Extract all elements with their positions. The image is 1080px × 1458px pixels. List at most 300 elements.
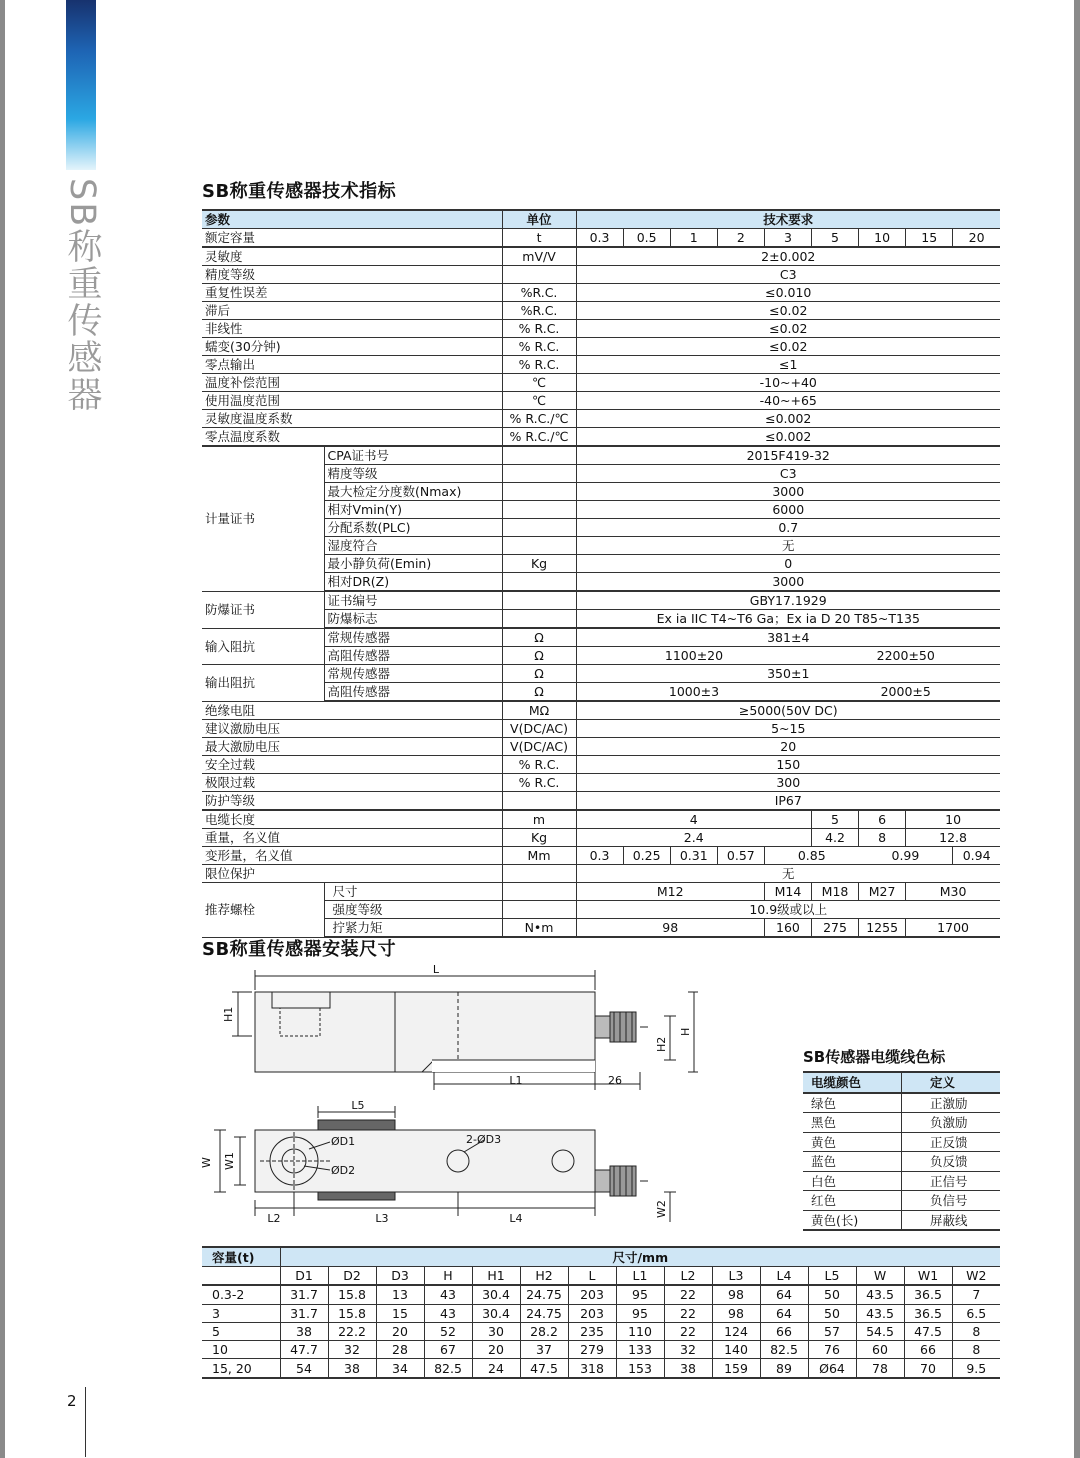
cable-gland-top [595,1170,610,1192]
capacity-value: 2 [717,229,764,248]
value-cell: -10~+40 [576,374,1000,392]
dim-value: 43.5 [856,1304,904,1322]
dim-value: 36.5 [904,1285,952,1304]
dim-value: 50 [808,1285,856,1304]
value-cell: 0.7 [576,519,1000,537]
param-label: 重复性误差 [202,284,502,302]
value-cell: M12 [576,883,764,901]
dim-value: 22 [664,1304,712,1322]
header-unit: 单位 [502,210,576,229]
dim-value: 8 [952,1322,1000,1340]
dim-value: 37 [520,1341,568,1359]
header-param: 参数 [202,210,502,229]
unit-cell: ℃ [502,374,576,392]
sub-label: 精度等级 [324,465,502,483]
dim-value: 32 [328,1341,376,1359]
unit-cell: % R.C. [502,320,576,338]
side-title: SB称重传感器 [62,178,102,414]
unit-cell: %R.C. [502,284,576,302]
capacity-value: 3 [764,229,811,248]
dim-value: 8 [952,1341,1000,1359]
param-label: 最大激励电压 [202,738,502,756]
param-label: 重量，名义值 [202,829,502,847]
frame-left [0,0,5,1458]
value-cell: M30 [906,883,1000,901]
sub-label: 拧紧力矩 [324,919,502,938]
value-cell: 160 [764,919,811,938]
bolt-plate-top [318,1120,395,1130]
dim-value: 28.2 [520,1322,568,1340]
unit-cell: Ω [502,647,576,665]
wire-color-table [803,1071,1000,1231]
param-label: 非线性 [202,320,502,338]
wire-row [803,1171,1000,1191]
dim-value: 7 [952,1285,1000,1304]
dim-column-header: D1 [280,1267,328,1286]
value-cell: Ex ia IIC T4~T6 Ga；Ex ia D 20 T85~T135 [576,610,1000,629]
value-cell: 2200±50 [811,647,1000,665]
label-h: H [679,1027,692,1036]
unit-cell [502,901,576,919]
dim-value: 13 [376,1285,424,1304]
param-label: 零点输出 [202,356,502,374]
value-cell: 0.85 [764,847,858,865]
page-rule [85,1387,86,1457]
value-cell: 0.57 [717,847,764,865]
spec-row [202,320,1000,338]
spec-row [202,247,1000,266]
value-cell: 1255 [859,919,906,938]
spec-row-cable [202,810,1000,829]
value-cell: 0.3 [576,847,623,865]
wire-header-color: 电缆颜色 [803,1072,902,1093]
label-l4: L4 [509,1212,523,1225]
dim-value: 203 [568,1285,616,1304]
group-label: 输入阻抗 [202,628,324,665]
dim-value: 76 [808,1341,856,1359]
dim-value: 30.4 [472,1285,520,1304]
spec-row-metro [202,446,1000,465]
spec-row [202,738,1000,756]
value-cell: ≤0.002 [576,428,1000,447]
dim-row [202,1322,1000,1340]
value-cell: ≥5000(50V DC) [576,701,1000,720]
unit-cell: Kg [502,555,576,573]
unit-cell: % R.C. [502,356,576,374]
sub-label: 强度等级 [324,901,502,919]
header-requirement: 技术要求 [576,210,1000,229]
unit-cell: Mm [502,847,576,865]
dim-value: 22 [664,1322,712,1340]
dim-value: 235 [568,1322,616,1340]
value-cell: 12.8 [906,829,1000,847]
unit-cell: Ω [502,628,576,647]
value-cell: ≤0.02 [576,338,1000,356]
unit-cell [502,591,576,610]
dimension-table [202,1246,1000,1379]
unit-cell: % R.C. [502,774,576,792]
capacity-value: 20 [953,229,1000,248]
wire-color: 黑色 [803,1113,902,1133]
dim-capacity: 15, 20 [202,1359,280,1378]
value-cell: ≤0.002 [576,410,1000,428]
sub-label: 常规传感器 [324,628,502,647]
param-label: 滞后 [202,302,502,320]
param-label: 变形量，名义值 [202,847,502,865]
spec-row-capacity [202,229,1000,248]
spec-header-row [202,210,1000,229]
dim-column-header: L3 [712,1267,760,1286]
param-label: 温度补偿范围 [202,374,502,392]
wire-row [803,1113,1000,1133]
dim-column-header: D2 [328,1267,376,1286]
dim-corner [202,1267,280,1286]
wire-row [803,1132,1000,1152]
unit-cell: Ω [502,665,576,683]
wire-color: 黄色(长) [803,1210,902,1230]
wire-definition: 负信号 [902,1191,1001,1211]
bolt-plate-bottom [318,1192,395,1200]
group-label: 防爆证书 [202,591,324,628]
group-label: 推荐螺栓 [202,883,324,938]
unit-cell [502,865,576,883]
unit-cell: Kg [502,829,576,847]
param-label: 极限过载 [202,774,502,792]
wire-color: 绿色 [803,1093,902,1113]
unit-cell: ℃ [502,392,576,410]
label-d3: 2-ØD3 [466,1133,502,1146]
param-label: 蠕变(30分钟) [202,338,502,356]
param-label: 灵敏度 [202,247,502,266]
unit-cell: m [502,810,576,829]
dim-value: 43 [424,1304,472,1322]
dim-capacity: 5 [202,1322,280,1340]
label-w2: W2 [655,1200,668,1218]
label-d2: ØD2 [331,1164,356,1177]
param-label: 使用温度范围 [202,392,502,410]
dim-value: 6.5 [952,1304,1000,1322]
spec-row [202,720,1000,738]
param-label: 限位保护 [202,865,502,883]
capacity-value: 0.3 [576,229,623,248]
value-cell: GBY17.1929 [576,591,1000,610]
value-cell: ≤1 [576,356,1000,374]
dim-value: 47.7 [280,1341,328,1359]
sub-label: 湿度符合 [324,537,502,555]
value-cell: M18 [811,883,858,901]
dim-value: 95 [616,1285,664,1304]
dim-row [202,1285,1000,1304]
dim-value: 47.5 [520,1359,568,1378]
dim-value: 43.5 [856,1285,904,1304]
wire-header-def: 定义 [902,1072,1001,1093]
dim-value: 20 [376,1322,424,1340]
group-label: 计量证书 [202,446,324,591]
value-cell: 381±4 [576,628,1000,647]
install-drawing [200,960,700,1232]
dim-value: 318 [568,1359,616,1378]
dim-value: 31.7 [280,1304,328,1322]
sub-label: 高阻传感器 [324,647,502,665]
dim-value: 70 [904,1359,952,1378]
dim-value: 34 [376,1359,424,1378]
value-cell: 20 [576,738,1000,756]
sub-label: CPA证书号 [324,446,502,465]
dim-header-row [202,1247,1000,1267]
dim-value: 31.7 [280,1285,328,1304]
side-color-bar [66,0,96,170]
label-l: L [432,963,440,976]
spec-table [202,209,1000,938]
wire-row [803,1152,1000,1172]
value-cell: 0 [576,555,1000,573]
value-cell: 6000 [576,501,1000,519]
dim-value: 22.2 [328,1322,376,1340]
dim-capacity: 10 [202,1341,280,1359]
dim-value: 50 [808,1304,856,1322]
dim-capacity: 3 [202,1304,280,1322]
label-l1: L1 [509,1074,523,1087]
dim-value: 28 [376,1341,424,1359]
value-cell: 350±1 [576,665,1000,683]
value-cell: 无 [576,865,1000,883]
dim-value: 54 [280,1359,328,1378]
dim-value: 22 [664,1285,712,1304]
spec-row [202,302,1000,320]
unit-cell: % R.C./℃ [502,410,576,428]
dim-value: 159 [712,1359,760,1378]
value-cell: 1700 [906,919,1000,938]
capacity-value: 10 [859,229,906,248]
label-h2: H2 [655,1036,668,1052]
value-cell: 3000 [576,573,1000,592]
param-label: 额定容量 [202,229,502,248]
value-cell: 2±0.002 [576,247,1000,266]
sub-label: 最大检定分度数(Nmax) [324,483,502,501]
dim-value: 15 [376,1304,424,1322]
spec-row [202,266,1000,284]
dim-value: 82.5 [760,1341,808,1359]
unit-cell: % R.C./℃ [502,428,576,447]
value-cell: IP67 [576,792,1000,811]
dim-column-header: H2 [520,1267,568,1286]
spec-row [202,792,1000,811]
dim-value: 82.5 [424,1359,472,1378]
dim-header-size: 尺寸/mm [280,1247,1000,1267]
wire-title: SB传感器电缆线色标 [803,1048,946,1066]
wire-color: 红色 [803,1191,902,1211]
spec-row [202,774,1000,792]
spec-row [202,701,1000,720]
value-cell: ≤0.02 [576,302,1000,320]
dim-column-header: H [424,1267,472,1286]
unit-cell [502,446,576,465]
unit-cell: t [502,229,576,248]
value-cell: 0.31 [670,847,717,865]
value-cell: M27 [859,883,906,901]
wire-color: 蓝色 [803,1152,902,1172]
capacity-value: 5 [811,229,858,248]
dim-column-header: L1 [616,1267,664,1286]
dim-value: 89 [760,1359,808,1378]
spec-row-deform [202,847,1000,865]
dim-value: 64 [760,1285,808,1304]
label-h1: H1 [222,1006,235,1022]
dim-value: 15.8 [328,1304,376,1322]
param-label: 安全过载 [202,756,502,774]
dim-value: 95 [616,1304,664,1322]
dim-value: 66 [904,1341,952,1359]
wire-definition: 负激励 [902,1113,1001,1133]
dim-row [202,1341,1000,1359]
dim-value: 203 [568,1304,616,1322]
unit-cell [502,465,576,483]
dim-value: 24 [472,1359,520,1378]
wire-definition: 正激励 [902,1093,1001,1113]
wire-definition: 屏蔽线 [902,1210,1001,1230]
dim-value: 57 [808,1322,856,1340]
value-cell: 4 [576,810,811,829]
param-label: 防护等级 [202,792,502,811]
param-label: 建议激励电压 [202,720,502,738]
wire-row [803,1191,1000,1211]
dim-value: 15.8 [328,1285,376,1304]
unit-cell: V(DC/AC) [502,738,576,756]
sub-label: 相对DR(Z) [324,573,502,592]
group-label: 输出阻抗 [202,665,324,702]
install-title: SB称重传感器安装尺寸 [202,939,397,960]
dim-row [202,1359,1000,1378]
unit-cell [502,537,576,555]
dim-column-header: D3 [376,1267,424,1286]
value-cell: C3 [576,465,1000,483]
spec-title: SB称重传感器技术指标 [202,181,397,202]
dim-value: 36.5 [904,1304,952,1322]
dim-column-header: L2 [664,1267,712,1286]
dim-value: 60 [856,1341,904,1359]
param-label: 零点温度系数 [202,428,502,447]
spec-row-output-1 [202,665,1000,683]
value-cell: 98 [576,919,764,938]
spec-row-bolt-size [202,883,1000,901]
dim-value: 24.75 [520,1304,568,1322]
value-cell: 5~15 [576,720,1000,738]
unit-cell [502,792,576,811]
dim-value: 32 [664,1341,712,1359]
sub-label: 相对Vmin(Y) [324,501,502,519]
unit-cell [502,501,576,519]
dim-value: 78 [856,1359,904,1378]
value-cell: 0.25 [623,847,670,865]
unit-cell: % R.C. [502,756,576,774]
sub-label: 常规传感器 [324,665,502,683]
value-cell: 150 [576,756,1000,774]
dim-value: Ø64 [808,1359,856,1378]
unit-cell: V(DC/AC) [502,720,576,738]
dim-value: 279 [568,1341,616,1359]
dim-value: 38 [328,1359,376,1378]
spec-row-ex [202,591,1000,610]
dim-value: 54.5 [856,1322,904,1340]
capacity-value: 15 [906,229,953,248]
spec-row [202,356,1000,374]
wire-definition: 负反馈 [902,1152,1001,1172]
spec-row-weight [202,829,1000,847]
sub-label: 分配系数(PLC) [324,519,502,537]
unit-cell: N•m [502,919,576,938]
dim-column-header: W2 [952,1267,1000,1286]
dim-value: 38 [664,1359,712,1378]
unit-cell [502,519,576,537]
spec-row [202,338,1000,356]
value-cell: 275 [811,919,858,938]
unit-cell: Ω [502,683,576,702]
capacity-value: 0.5 [623,229,670,248]
dim-value: 153 [616,1359,664,1378]
sub-label: 防爆标志 [324,610,502,629]
dim-value: 38 [280,1322,328,1340]
unit-cell: % R.C. [502,338,576,356]
value-cell: 1100±20 [576,647,811,665]
param-label: 灵敏度温度系数 [202,410,502,428]
wire-color: 白色 [803,1171,902,1191]
unit-cell: %R.C. [502,302,576,320]
dim-value: 133 [616,1341,664,1359]
dim-column-header: L5 [808,1267,856,1286]
value-cell: 10 [906,810,1000,829]
dim-value: 30.4 [472,1304,520,1322]
dim-column-header: W1 [904,1267,952,1286]
label-w: W [200,1157,213,1168]
value-cell: 1000±3 [576,683,811,702]
sub-label: 高阻传感器 [324,683,502,702]
cable-gland-side [595,1016,610,1038]
unit-cell [502,483,576,501]
dim-capacity: 0.3-2 [202,1285,280,1304]
dim-value: 9.5 [952,1359,1000,1378]
value-cell: M14 [764,883,811,901]
dim-value: 124 [712,1322,760,1340]
dim-value: 64 [760,1304,808,1322]
param-label: 精度等级 [202,266,502,284]
label-l5: L5 [351,1099,365,1112]
dim-value: 98 [712,1285,760,1304]
dim-value: 30 [472,1322,520,1340]
unit-cell [502,573,576,592]
dim-header-capacity: 容量(t) [202,1247,280,1267]
dim-value: 140 [712,1341,760,1359]
dim-value: 24.75 [520,1285,568,1304]
value-cell: 5 [811,810,858,829]
value-cell: 3000 [576,483,1000,501]
value-cell: ≤0.010 [576,284,1000,302]
unit-cell: MΩ [502,701,576,720]
label-w1: W1 [223,1152,236,1170]
param-label: 绝缘电阻 [202,701,502,720]
value-cell: 2000±5 [811,683,1000,702]
value-cell: ≤0.02 [576,320,1000,338]
value-cell: C3 [576,266,1000,284]
value-cell: 4.2 [811,829,858,847]
dim-value: 47.5 [904,1322,952,1340]
spec-row [202,392,1000,410]
spec-row [202,410,1000,428]
value-cell: 无 [576,537,1000,555]
wire-header-row [803,1072,1000,1093]
value-cell: 8 [859,829,906,847]
value-cell: 2.4 [576,829,811,847]
value-cell: 300 [576,774,1000,792]
